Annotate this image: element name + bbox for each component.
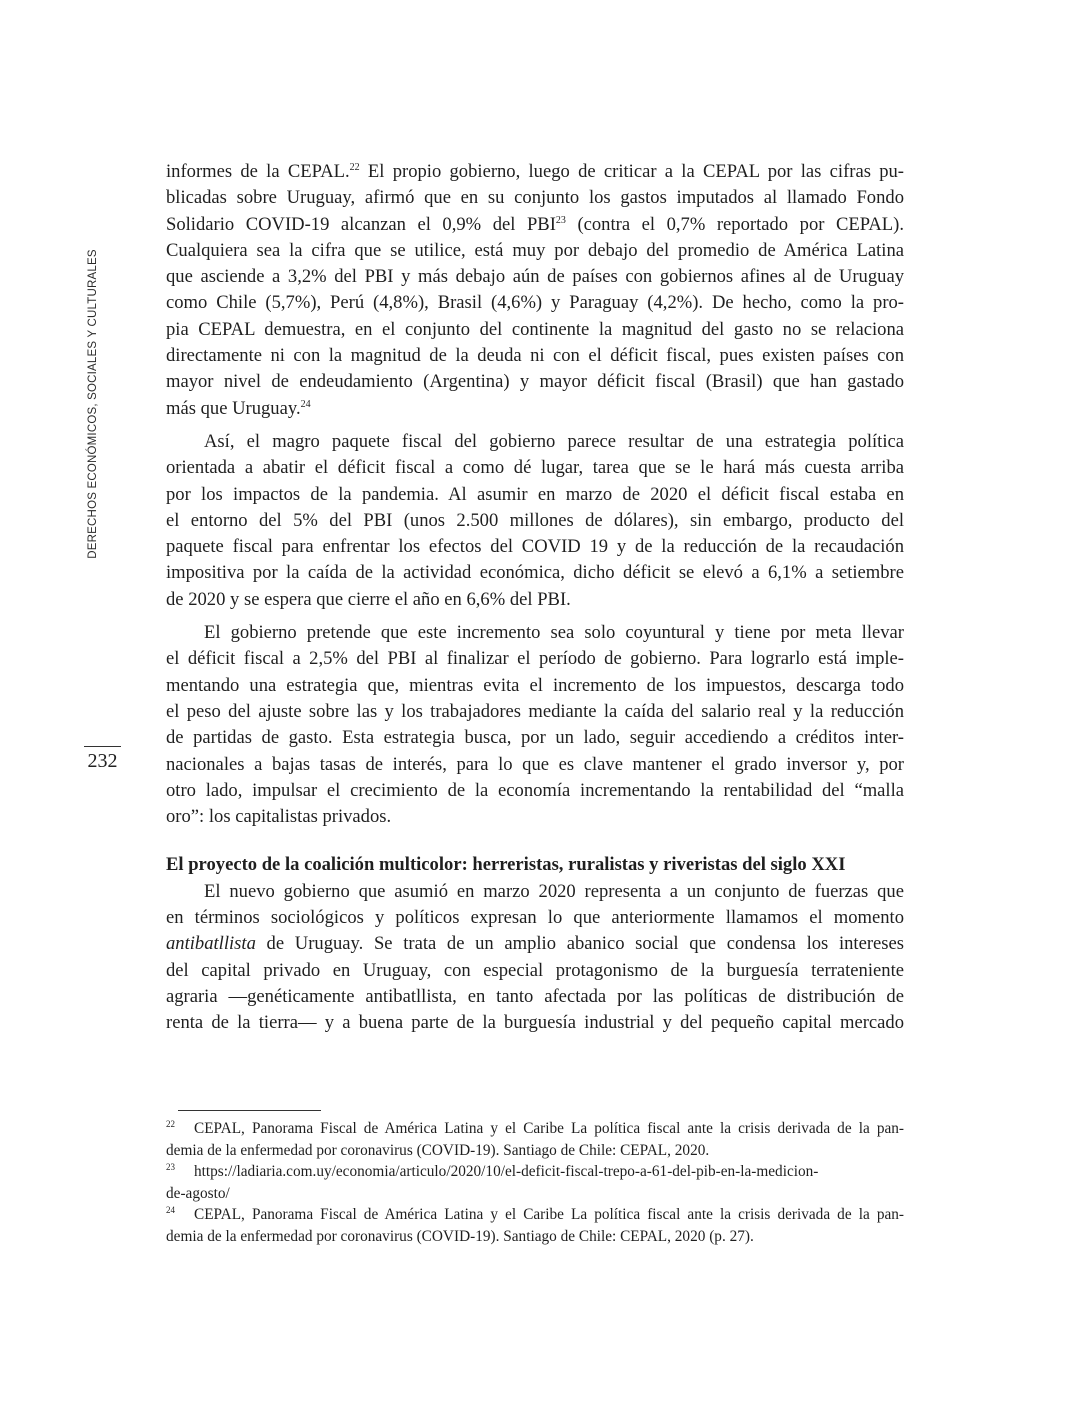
text-line: Así, el magro paquete fiscal del gobierno parece resultar de una estrategia política: [204, 430, 904, 452]
text-line: antibatllista de Uruguay. Se trata de un amplio abanico social que condensa los intereses: [166, 933, 904, 955]
page-number-rule: [84, 746, 121, 747]
text-line: de 2020 y se espera que cierre el año en 6,6% del PBI.: [166, 588, 571, 610]
text-line: directamente ni con la magnitud de la deuda ni con el déficit fiscal, pues existen países con: [166, 345, 904, 367]
text-line: nacionales a bajas tasas de interés, para lo que es clave mantener el grado inversor y, por: [166, 753, 904, 775]
text-line: como Chile (5,7%), Perú (4,8%), Brasil (4,6%) y Paraguay (4,2%). De hecho, como la pro-: [166, 292, 904, 314]
text-line: blicadas sobre Uruguay, afirmó que en su conjunto los gastos imputados al llamado Fondo: [166, 187, 904, 209]
text-line: El nuevo gobierno que asumió en marzo 2020 representa a un conjunto de fuerzas que: [204, 880, 904, 902]
text-line: el entorno del 5% del PBI (unos 2.500 millones de dólares), sin embargo, producto del: [166, 509, 904, 531]
text-line: agraria —genéticamente antibatllista, en tanto afectada por las políticas de distribución de: [166, 985, 904, 1007]
italic-term: antibatllista: [166, 933, 256, 955]
text-line: que asciende a 3,2% del PBI y más debajo aún de países con gobiernos afines al de Uruguay: [166, 266, 904, 288]
text-line: más que Uruguay.$^{24}$: [166, 397, 311, 419]
body-text: [166, 159, 904, 1037]
footnote-24: 24 CEPAL, Panorama Fiscal de América Latina y el Caribe La política fiscal ante la crisis derivada de la pan-: [166, 1205, 904, 1223]
section-heading: El proyecto de la coalición multicolor: herreristas, ruralistas y riveristas del siglo XXI: [166, 854, 846, 876]
text-line: el peso del ajuste sobre las y los trabajadores mediante la caída del salario real y la reducción: [166, 700, 904, 722]
text-line: Cualquiera sea la cifra que se utilice, está muy por debajo del promedio de América Latina: [166, 239, 904, 261]
text-line: paquete fiscal para enfrentar los efectos del COVID 19 y de la reducción de la recaudación: [166, 536, 904, 558]
footnote-separator: [178, 1110, 321, 1111]
text-line: impositiva por la caída de la actividad económica, dicho déficit se elevó a 6,1% a setiembre: [166, 562, 904, 584]
footnote-line: de-agosto/: [166, 1184, 230, 1202]
running-head-vertical: [81, 244, 105, 564]
text-line: por los impactos de la pandemia. Al asumir en marzo de 2020 el déficit fiscal estaba en: [166, 483, 904, 505]
footnotes: [166, 1118, 904, 1247]
text-line: El gobierno pretende que este incremento sea solo coyuntural y tiene por meta llevar: [204, 622, 904, 644]
text-line: renta de la tierra— y a buena parte de la burguesía industrial y del pequeño capital mercado: [166, 1012, 904, 1034]
footnote-ref-24[interactable]: 24: [300, 398, 311, 410]
text-line: del capital privado en Uruguay, con especial protagonismo de la burguesía terrateniente: [166, 959, 904, 981]
footnote-22: 22 CEPAL, Panorama Fiscal de América Latina y el Caribe La política fiscal ante la crisis derivada de la pan-: [166, 1119, 904, 1137]
text-line: en términos sociológicos y políticos expresan lo que anteriormente llamamos el momento: [166, 907, 904, 929]
running-head-text: DERECHOS ECONÓMICOS, SOCIALES Y CULTURALES: [87, 249, 99, 559]
footnote-ref-23[interactable]: 23: [555, 214, 566, 226]
text-line: de partidas de gasto. Esta estrategia busca, por un lado, seguir accediendo a créditos inter-: [166, 727, 904, 749]
text-line: el déficit fiscal a 2,5% del PBI al finalizar el período de gobierno. Para lograrlo está imple-: [166, 648, 904, 670]
footnote-ref-22[interactable]: 22: [349, 162, 360, 173]
text-line: mayor nivel de endeudamiento (Argentina) y mayor déficit fiscal (Brasil) que han gastado: [166, 371, 904, 393]
footnote-line: demia de la enfermedad por coronavirus (COVID-19). Santiago de Chile: CEPAL, 2020 (p. 27).: [166, 1227, 754, 1245]
footnote-line: demia de la enfermedad por coronavirus (COVID-19). Santiago de Chile: CEPAL, 2020.: [166, 1141, 710, 1159]
text-line: Solidario COVID-19 alcanzan el 0,9% del PBI$^{23}$ (contra el 0,7% reportado por CEPAL).: [166, 213, 904, 235]
footnote-23: 23 https://ladiaria.com.uy/economia/articulo/2020/10/el-deficit-fiscal-trepo-a-61-del-pib-en-la-medicion-: [166, 1162, 819, 1180]
text-line: orientada a abatir el déficit fiscal a como dé lugar, tarea que se le hará más cuesta arriba: [166, 457, 904, 479]
text-line: mentando una estrategia que, mientras evita el incremento de los impuestos, descarga todo: [166, 674, 904, 696]
footnote-link[interactable]: https://ladiaria.com.uy/economia/articulo/2020/10/el-deficit-fiscal-trepo-a-61-del-pib-en-la-medicion-: [194, 1163, 819, 1180]
page-number: 232: [87, 750, 118, 772]
text-line: otro lado, impulsar el crecimiento de la economía incrementando la rentabilidad del “malla: [166, 779, 904, 801]
text-line: pia CEPAL demuestra, en el conjunto del continente la magnitud del gasto no se relaciona: [166, 318, 904, 340]
text-line: informes de la CEPAL.$^{22}$ El propio gobierno, luego de criticar a la CEPAL por las cifras pu-: [166, 161, 904, 182]
text-line: oro”: los capitalistas privados.: [166, 806, 392, 828]
